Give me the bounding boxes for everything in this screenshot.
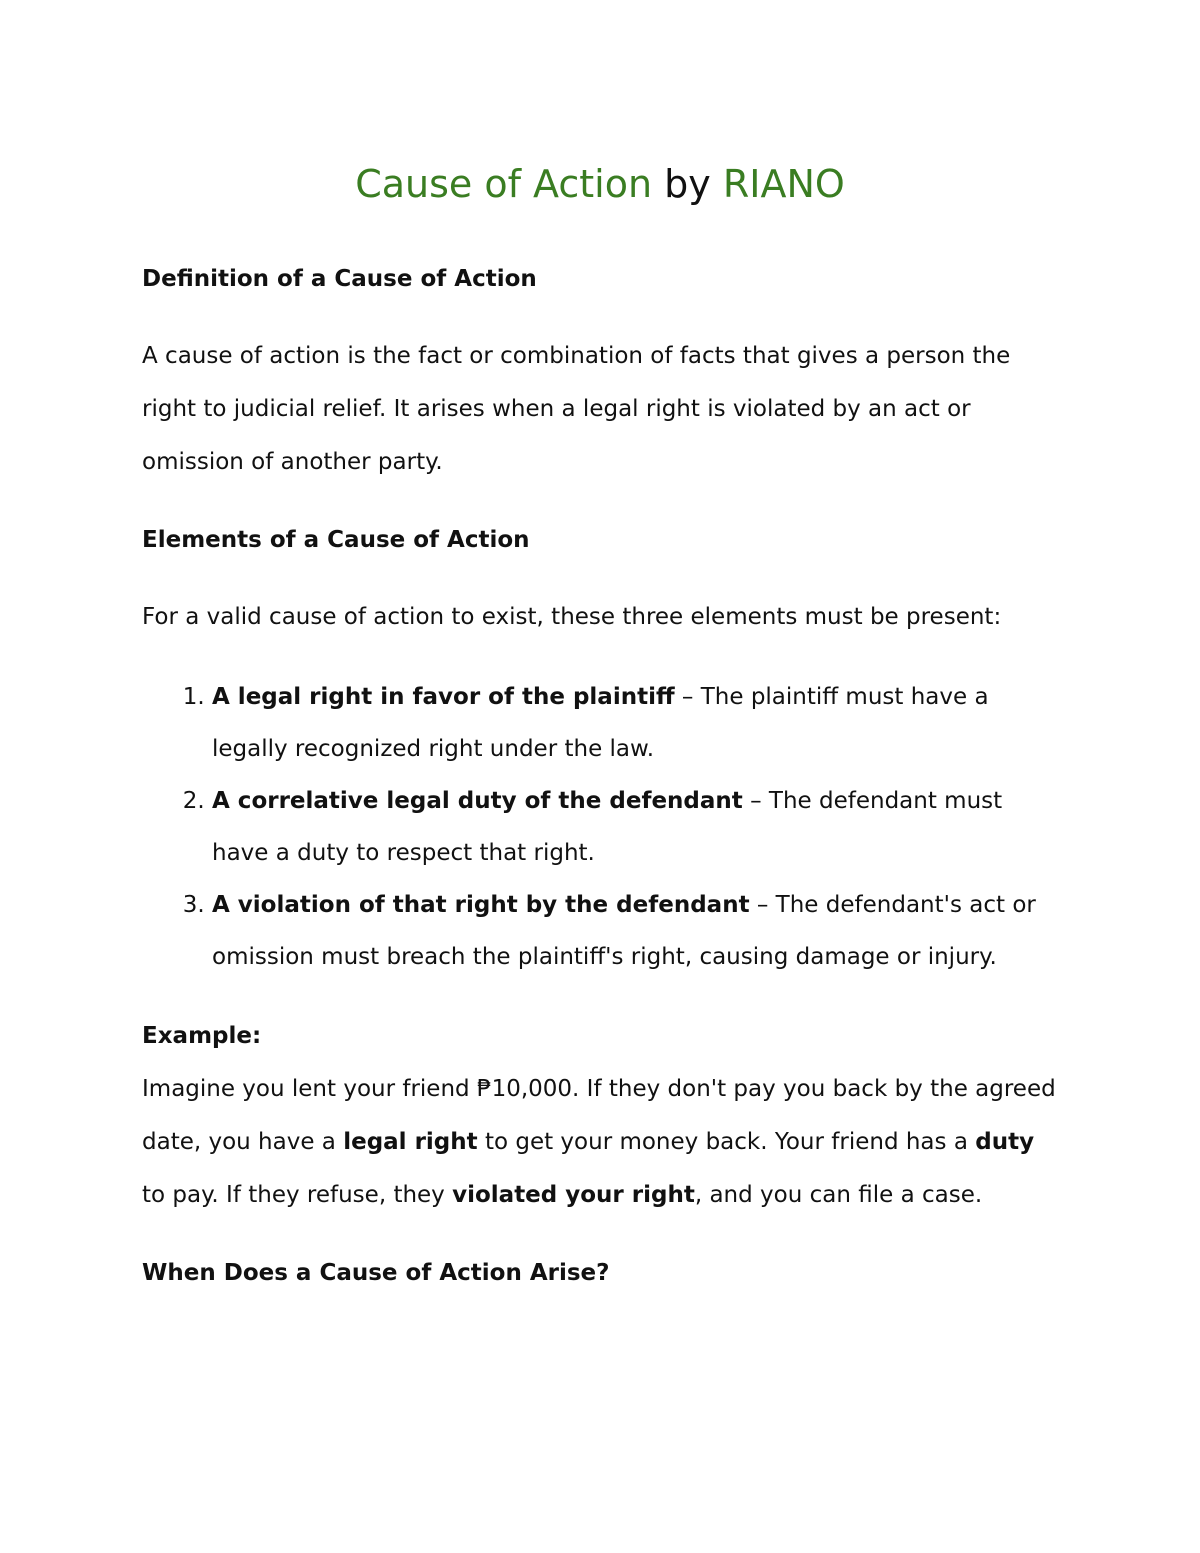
emphasis: violated your right: [452, 1182, 695, 1208]
document-title: [0, 162, 1200, 206]
text: to pay. If they refuse, they: [142, 1182, 453, 1208]
element-title: A correlative legal duty of the defendant: [212, 788, 743, 814]
element-title: A legal right in favor of the plaintiff: [212, 684, 675, 710]
text: , and you can file a case.: [694, 1182, 983, 1208]
emphasis: legal right: [343, 1129, 478, 1155]
element-text: – The defendant must have a duty to respect that right.: [212, 788, 1003, 866]
list-item: [212, 775, 1062, 879]
title-author: RIANO: [722, 162, 845, 206]
element-text: – The defendant's act or omission must breach the plaintiff's right, causing damage or injury.: [212, 892, 1036, 970]
text: to get your money back. Your friend has a: [477, 1129, 976, 1155]
emphasis: duty: [975, 1129, 1035, 1155]
definition-text: A cause of action is the fact or combination of facts that gives a person the right to judicial relief. It arises when a legal right is violated by an act or omission of another party.: [142, 343, 1011, 475]
example-text: [142, 1063, 1062, 1222]
list-item: [212, 879, 1062, 983]
element-text: – The plaintiff must have a legally recognized right under the law.: [212, 684, 989, 762]
elements-heading: Elements of a Cause of Action: [142, 527, 530, 553]
definition-heading: Definition of a Cause of Action: [142, 266, 537, 292]
text: Imagine you lent your friend ₱10,000. If they don't pay you back by the agreed date, you have a: [142, 1076, 1056, 1155]
element-title: A violation of that right by the defendant: [212, 892, 750, 918]
elements-list: [142, 671, 1062, 983]
elements-intro: For a valid cause of action to exist, these three elements must be present:: [142, 604, 1002, 630]
list-item: [212, 671, 1062, 775]
title-by: by: [664, 162, 711, 206]
example-heading: Example:: [142, 1023, 262, 1049]
document-body: [142, 255, 1062, 1324]
title-main: Cause of Action: [355, 162, 653, 206]
arise-heading: When Does a Cause of Action Arise?: [142, 1260, 610, 1286]
